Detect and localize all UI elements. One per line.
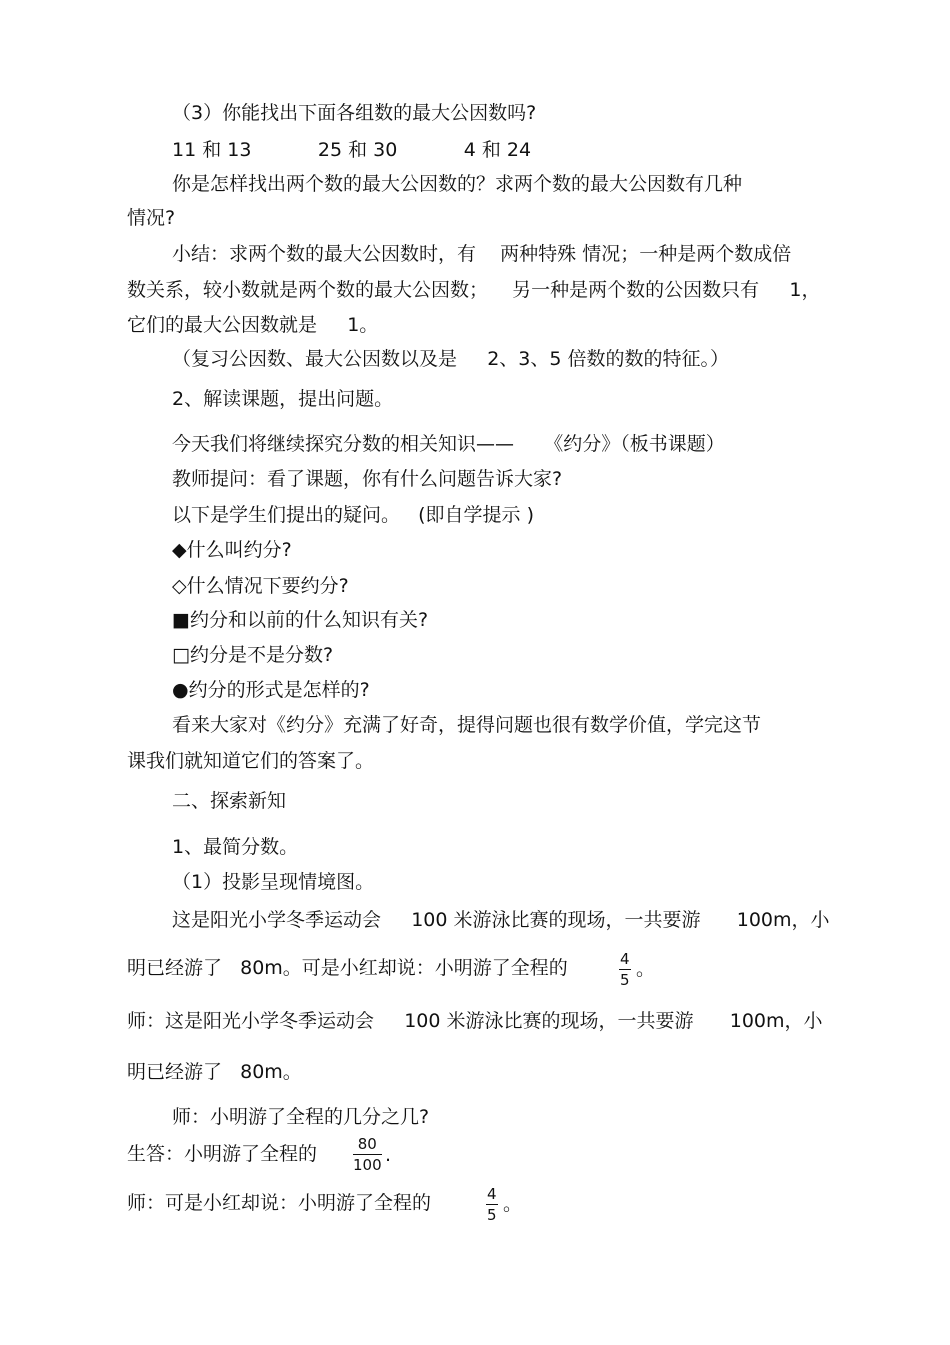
number-pairs: 11 和 13 25 和 30 4 和 24 (172, 139, 532, 161)
fraction-denominator: 5 (620, 971, 630, 989)
fraction-numerator: 80 (357, 1135, 377, 1153)
question-3: （3）你能找出下面各组数的最大公因数吗? (172, 102, 537, 124)
question-item: ◆什么叫约分? (172, 539, 292, 561)
transition-line-1: 看来大家对《约分》充满了好奇，提得问题也很有数学价值，学完这节 (172, 714, 762, 736)
question-item: ■约分和以前的什么知识有关? (172, 609, 429, 631)
fraction-denominator: 100 (353, 1156, 382, 1174)
punctuation: 。 (503, 1193, 523, 1215)
fraction-numerator: 4 (620, 950, 630, 968)
punctuation: 。 (636, 958, 656, 980)
section-2-heading: 2、解读课题，提出问题。 (172, 388, 394, 410)
teacher-question: 教师提问：看了课题，你有什么问题告诉大家? (172, 468, 563, 490)
question-item: □约分是不是分数? (172, 644, 334, 666)
summary-line-3: 它们的最大公因数就是 1。 (127, 314, 379, 336)
scene-heading: （1）投影呈现情境图。 (172, 871, 375, 893)
fraction-denominator: 5 (487, 1206, 497, 1224)
transition-line-2: 课我们就知道它们的答案了。 (127, 750, 375, 772)
topic-intro: 今天我们将继续探究分数的相关知识—— 《约分》（板书课题） (172, 433, 725, 455)
summary-line-2: 数关系，较小数就是两个数的最大公因数； 另一种是两个数的公因数只有 1， (127, 279, 821, 301)
simplest-fraction-heading: 1、最简分数。 (172, 836, 299, 858)
question-item: ◇什么情况下要约分? (172, 575, 349, 597)
question-item: ●约分的形式是怎样的? (172, 679, 370, 701)
fraction-four-fifths (486, 1187, 498, 1223)
teacher-line-1: 师：这是阳光小学冬季运动会 100 米游泳比赛的现场，一共要游 100m，小 (127, 1010, 823, 1032)
scene-line-2: 明已经游了 80m。可是小红却说：小明游了全程的 (127, 957, 568, 979)
fraction-four-fifths (619, 952, 631, 988)
teacher-line-2: 明已经游了 80m。 (127, 1061, 302, 1083)
punctuation: . (385, 1144, 392, 1166)
question-method-cont: 情况? (127, 207, 176, 229)
fraction-eighty-hundredths (353, 1137, 382, 1173)
student-answer: 生答：小明游了全程的 (127, 1143, 318, 1165)
scene-line-1: 这是阳光小学冬季运动会 100 米游泳比赛的现场，一共要游 100m，小 (172, 909, 830, 931)
part-2-heading: 二、探索新知 (172, 790, 287, 812)
fraction-numerator: 4 (487, 1185, 497, 1203)
summary-line-1: 小结：求两个数的最大公因数时，有 两种特殊 情况；一种是两个数成倍 (172, 243, 792, 265)
student-questions-intro: 以下是学生们提出的疑问。 (即自学提示 ) (172, 504, 534, 526)
teacher-line-3: 师：可是小红却说：小明游了全程的 (127, 1192, 432, 1214)
question-method: 你是怎样找出两个数的最大公因数的？求两个数的最大公因数有几种 (172, 173, 743, 195)
review-note: （复习公因数、最大公因数以及是 2、3、5 倍数的数的特征。） (172, 348, 730, 370)
teacher-question-fraction: 师：小明游了全程的几分之几? (172, 1106, 430, 1128)
